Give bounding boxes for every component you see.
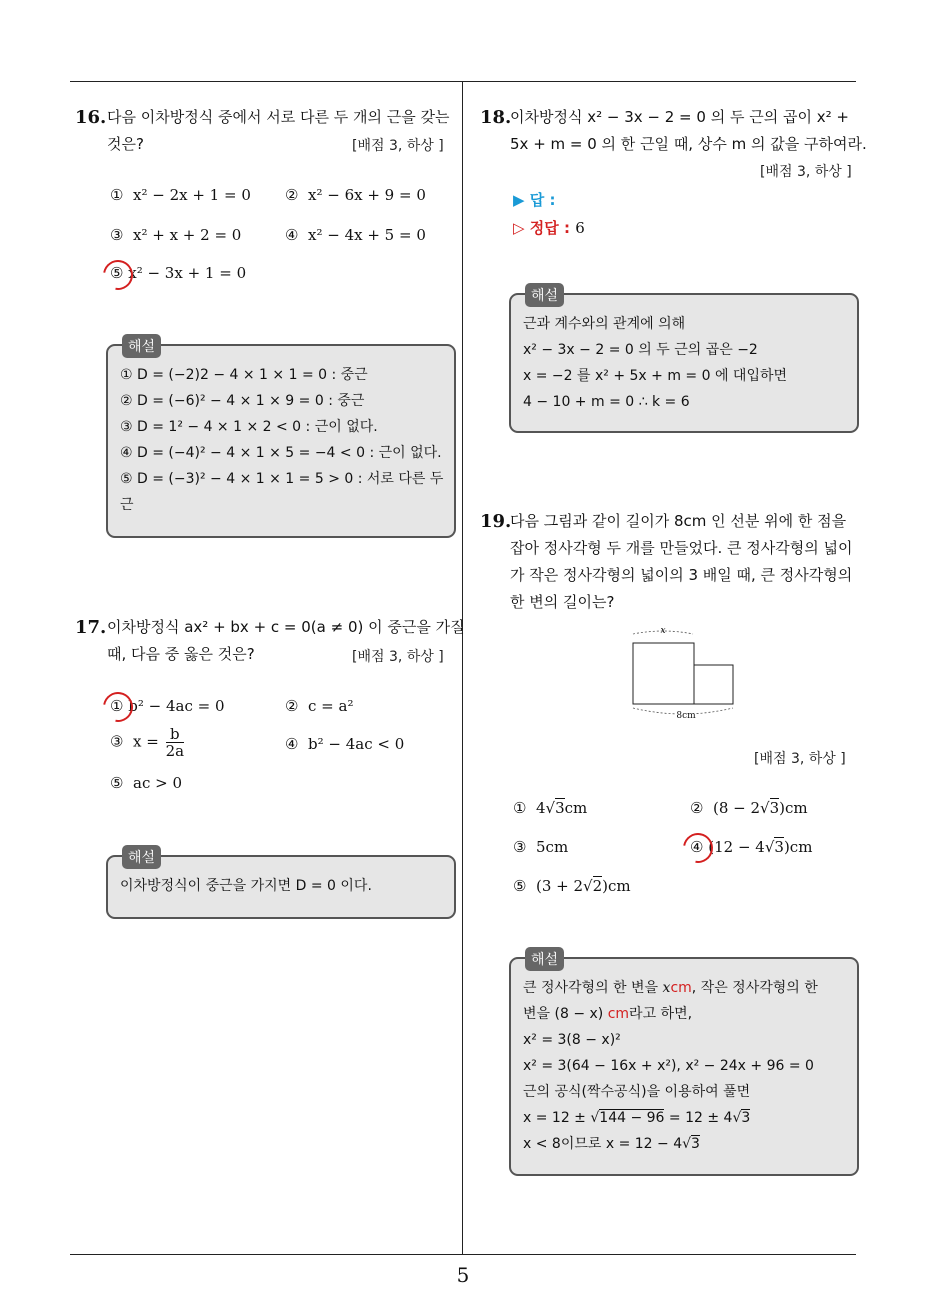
solution-label: 해설 <box>122 845 161 869</box>
question-number: 16. <box>75 107 107 128</box>
solution-box <box>106 850 456 919</box>
correct-answer-value: 6 <box>575 219 585 237</box>
top-rule <box>70 81 856 82</box>
question-text: 이차방정식 x² − 3x − 2 = 0 의 두 근의 곱이 x² + 5x + m = 0 의 한 근일 때, 상수 m 의 값을 구하여라. <box>510 108 867 153</box>
answer-label: ▶ 답 : <box>513 191 556 209</box>
score-meta: [배점 3, 하상 ] <box>352 138 444 154</box>
solution-box <box>509 952 859 1176</box>
answer-mark-circle <box>97 686 139 728</box>
figure-top-label: x <box>660 626 666 636</box>
bottom-rule <box>70 1254 856 1255</box>
option-1[interactable]: ① b² − 4ac = 0 <box>110 697 225 715</box>
option-2[interactable]: ② c = a² <box>285 697 354 715</box>
answer-mark-circle <box>677 827 719 869</box>
score-meta: [배점 3, 하상 ] <box>754 751 846 767</box>
solution-box <box>509 288 859 433</box>
solution-text: 근과 계수와의 관계에 의해 x² − 3x − 2 = 0 의 두 근의 곱은 −2 x = −2 를 x² + 5x + m = 0 에 대입하면 4 − 10 + m = 0 ∴ k = 6 <box>523 316 788 410</box>
solution-text: 큰 정사각형의 한 변을 xcm, 작은 정사각형의 한 변을 (8 − x) cm라고 하면, x² = 3(8 − x)² x² = 3(64 − 16x + x²), x² − 24x + 96 = 0 근의 공식(짝수공식)을 이용하여 풀면 x = 12 ± √144 − 96 = 12 ± 4√3 x < 8이므로 x = 12 − 4√3 <box>523 980 818 1152</box>
question-text: 이차방정식 ax² + bx + c = 0(a ≠ 0) 이 중근을 가질 때, 다음 중 옳은 것은? <box>107 618 465 663</box>
solution-text: ① D = (−2)2 − 4 × 1 × 1 = 0 : 중근 ② D = (−6)² − 4 × 1 × 9 = 0 : 중근 ③ D = 1² − 4 × 1 × 2 < 0 : 근이 없다. ④ D = (−4)² − 4 × 1 × 5 = −4 < 0 : 근이 없다. ⑤ D = (−3)² − 4 × 1 × 1 = 5 > 0 : 서로 다른 두 근 <box>120 367 444 513</box>
question-number: 17. <box>75 617 107 638</box>
fraction: $\frac{b}{2a}$ <box>165 725 185 760</box>
option-1[interactable]: ① 4√3cm <box>513 799 588 817</box>
option-4[interactable]: ④ b² − 4ac < 0 <box>285 735 405 753</box>
question-text: 다음 그림과 같이 길이가 8cm 인 선분 위에 한 점을 잡아 정사각형 두 개를 만들었다. 큰 정사각형의 넓이 가 작은 정사각형의 넓이의 3 배일 때, 큰 정사각형의 한 변의 길이는? <box>510 512 853 611</box>
option-5[interactable]: ⑤ (3 + 2√2)cm <box>513 877 631 895</box>
question-number: 18. <box>480 107 512 128</box>
column-divider <box>462 82 463 1254</box>
squares-figure <box>620 622 750 722</box>
page-number: 5 <box>456 1263 470 1287</box>
option-2[interactable]: ② (8 − 2√3)cm <box>690 799 808 817</box>
solution-label: 해설 <box>525 283 564 307</box>
figure-bottom-label: 8cm <box>676 711 696 721</box>
solution-text: 이차방정식이 중근을 가지면 D = 0 이다. <box>120 878 372 894</box>
score-meta: [배점 3, 하상 ] <box>352 649 444 665</box>
option-3[interactable]: ③ 5cm <box>513 838 569 856</box>
option-3[interactable]: ③ x² + x + 2 = 0 <box>110 226 242 244</box>
question-text: 다음 이차방정식 중에서 서로 다른 두 개의 근을 갖는 것은? <box>107 108 450 153</box>
option-3[interactable]: ③ x = $\frac{b}{2a}$ <box>110 725 185 760</box>
solution-label: 해설 <box>525 947 564 971</box>
correct-answer: ▷ 정답 : 6 <box>513 219 585 237</box>
option-2[interactable]: ② x² − 6x + 9 = 0 <box>285 186 426 204</box>
answer-mark-circle <box>97 254 139 296</box>
option-4[interactable]: ④ (12 − 4√3)cm <box>690 838 813 856</box>
solution-box <box>106 339 456 538</box>
question-number: 19. <box>480 511 512 532</box>
option-5[interactable]: ⑤ ac > 0 <box>110 774 182 792</box>
solution-label: 해설 <box>122 334 161 358</box>
option-5[interactable]: ⑤ x² − 3x + 1 = 0 <box>110 264 247 282</box>
option-1[interactable]: ① x² − 2x + 1 = 0 <box>110 186 251 204</box>
option-4[interactable]: ④ x² − 4x + 5 = 0 <box>285 226 426 244</box>
score-meta: [배점 3, 하상 ] <box>760 164 852 180</box>
